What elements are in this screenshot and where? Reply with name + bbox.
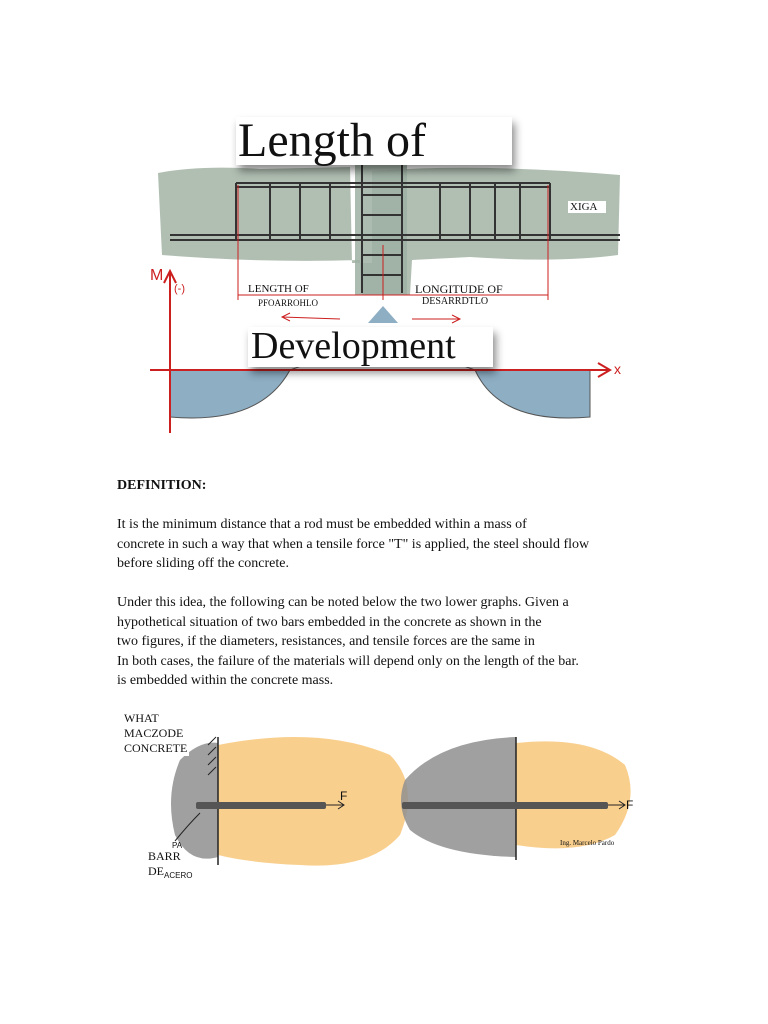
paragraph-line: hypothetical situation of two bars embedded in the concrete as shown in the bbox=[117, 614, 542, 630]
right-concrete-mass bbox=[516, 741, 634, 848]
label-longitude-of: LONGITUDE OF bbox=[415, 282, 503, 296]
left-concrete-mass bbox=[218, 737, 408, 866]
label-xiga: XIGA bbox=[568, 201, 606, 213]
paragraph-line: before sliding off the concrete. bbox=[117, 556, 289, 571]
label-concrete: CONCRETE bbox=[124, 741, 188, 755]
right-support-concrete bbox=[401, 737, 516, 857]
paragraph-line: Under this idea, the following can be noted below the two lower graphs. Given a bbox=[117, 595, 569, 610]
paragraph-line: two figures, if the diameters, resistances, and tensile forces are the same in bbox=[117, 634, 535, 649]
embedded-bars-sketch bbox=[120, 705, 640, 895]
paragraph-line: In both cases, the failure of the materials will depend only on the length of the bar. bbox=[117, 653, 579, 669]
paragraph-line: It is the minimum distance that a rod must be embedded within a mass of bbox=[117, 517, 527, 532]
moment-negative-right bbox=[475, 370, 590, 418]
title-line-2: Development bbox=[248, 327, 493, 367]
force-label-right: F bbox=[626, 798, 634, 812]
axis-label-m: M bbox=[150, 267, 164, 284]
force-label-left: F bbox=[340, 789, 348, 803]
title-line-1: Length of bbox=[236, 117, 512, 165]
label-pa: PA bbox=[172, 841, 183, 850]
label-length-of: LENGTH OF bbox=[248, 283, 309, 295]
label-barr: BARR bbox=[148, 849, 181, 863]
definition-heading: DEFINITION: bbox=[117, 478, 207, 493]
definition-paragraph-2 bbox=[117, 593, 657, 691]
support-triangle bbox=[368, 306, 398, 323]
beam-development-illustration bbox=[140, 95, 640, 440]
moment-negative-left bbox=[170, 370, 290, 418]
label-desarrdtlo: DESARRDTLO bbox=[422, 296, 489, 307]
paragraph-line: is embedded within the concrete mass. bbox=[117, 673, 334, 688]
label-acero: ACERO bbox=[164, 871, 193, 880]
definition-paragraph-1 bbox=[117, 515, 657, 574]
embedded-bar-illustration bbox=[120, 705, 640, 895]
left-bar bbox=[196, 802, 326, 809]
label-maczode: MACZODE bbox=[124, 726, 184, 740]
axis-label-x: x bbox=[614, 361, 621, 377]
axis-label-negative: (-) bbox=[174, 283, 185, 295]
right-bar bbox=[402, 802, 608, 809]
label-de: DE bbox=[148, 864, 164, 878]
label-what: WHAT bbox=[124, 711, 159, 725]
author-credit: Ing. Marcelo Pardo bbox=[560, 839, 615, 847]
label-pfoarrohlo: PFOARROHLO bbox=[258, 298, 319, 308]
paragraph-line: concrete in such a way that when a tensile force "T" is applied, the steel should flow bbox=[117, 536, 590, 552]
